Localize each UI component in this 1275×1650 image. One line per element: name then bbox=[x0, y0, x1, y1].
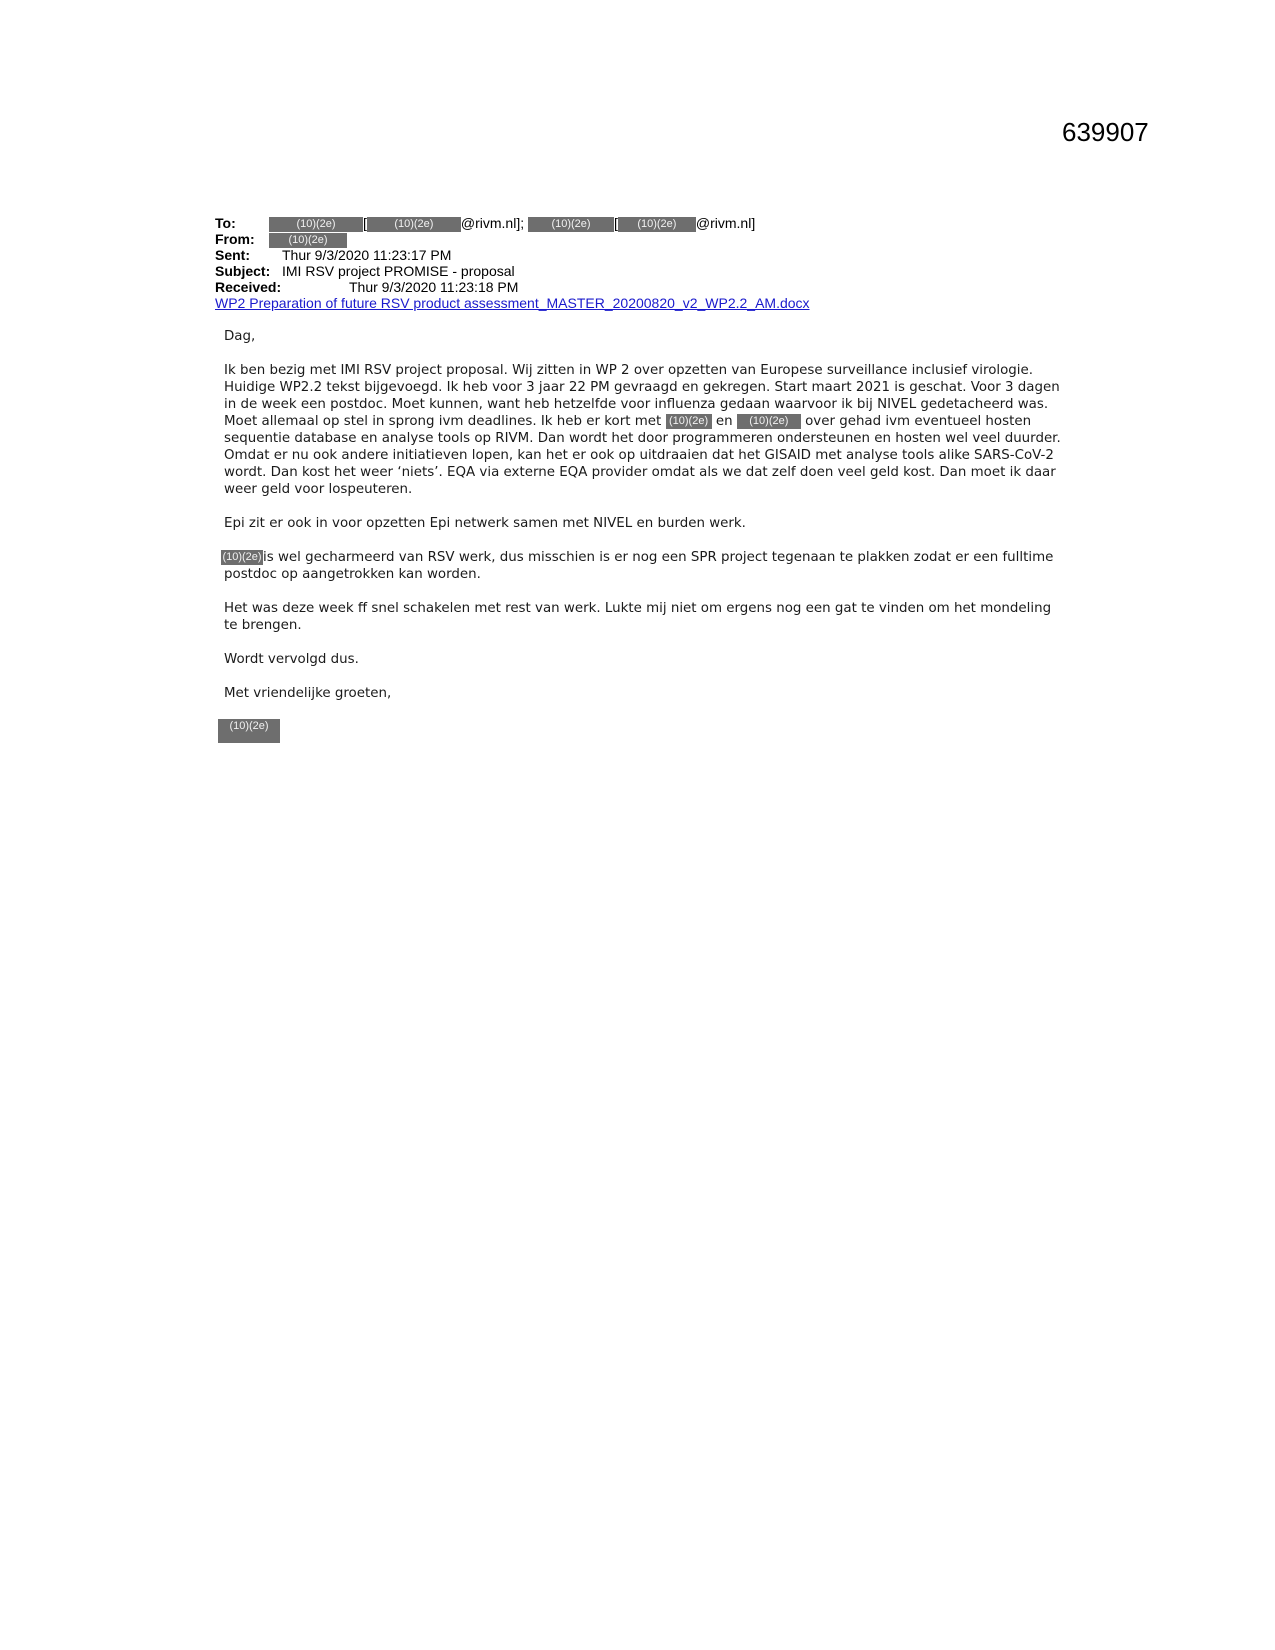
to-address-domain: @rivm.nl]; bbox=[460, 215, 525, 231]
document-number: 639907 bbox=[1062, 117, 1149, 147]
redaction-box: (10)(2e) bbox=[737, 414, 801, 429]
paragraph: Ik ben bezig met IMI RSV project proposal. Wij zitten in WP 2 over opzetten van Europese surveillance inclusief virologie. Huidige WP2.2 tekst bijgevoegd. Ik heb voor 3 jaar 22 PM gevraagd en gekregen. Start maart 2021 is geschat. Voor 3 dagen in de week een postdoc. Moet kunnen, want heb hetzelfde voor influenza gedaan waarvoor ik bij NIVEL gedetacheerd was. Moet allemaal op stel in sprong ivm deadlines. Ik heb er kort met (10)(2e) en (10)(2e) over gehad ivm eventueel hosten sequentie database en analyse tools op RIVM. Dan wordt het door programmeren ondersteunen en hosten wel veel duurder. Omdat er nu ook andere initiatieven lopen, kan het er ook op uitdraaien dat het GISAID met analyse tools alike SARS-CoV-2 wordt. Dan kost het weer ‘niets’. EQA via externe EQA provider omdat als we dat zelf doen veel geld kost. Dan moet ik daar weer geld voor lospeuteren. bbox=[224, 363, 1061, 497]
sent-label: Sent: bbox=[215, 247, 250, 263]
closing: Met vriendelijke groeten, bbox=[224, 686, 392, 701]
from-label: From: bbox=[215, 231, 255, 247]
received-value: Thur 9/3/2020 11:23:18 PM bbox=[349, 279, 519, 295]
redaction-box: (10)(2e) bbox=[269, 233, 347, 248]
to-bracket: [ bbox=[363, 215, 367, 231]
greeting: Dag, bbox=[224, 329, 256, 344]
paragraph: Het was deze week ff snel schakelen met rest van werk. Lukte mij niet om ergens nog een gat te vinden om het mondeling te brengen. bbox=[224, 601, 1052, 633]
redaction-box: (10)(2e) bbox=[618, 217, 696, 232]
to-address-domain: @rivm.nl] bbox=[695, 215, 756, 231]
paragraph: (10)(2e)is wel gecharmeerd van RSV werk, dus misschien is er nog een SPR project tegenaan te plakken zodat er een fulltime postdoc op aangetrokken kan worden. bbox=[222, 550, 1054, 582]
to-bracket: [ bbox=[614, 215, 618, 231]
redaction-box: (10)(2e) bbox=[666, 414, 712, 429]
email-body bbox=[224, 328, 1064, 743]
subject-label: Subject: bbox=[215, 263, 271, 279]
paragraph: Wordt vervolgd dus. bbox=[224, 652, 359, 667]
redaction-box: (10)(2e) bbox=[367, 217, 461, 232]
redaction-box: (10)(2e) bbox=[269, 217, 363, 232]
to-label: To: bbox=[215, 215, 236, 231]
redaction-box: (10)(2e) bbox=[222, 550, 262, 563]
paragraph: Epi zit er ook in voor opzetten Epi netwerk samen met NIVEL en burden werk. bbox=[224, 516, 746, 531]
redaction-box: (10)(2e) bbox=[528, 217, 614, 232]
sent-value: Thur 9/3/2020 11:23:17 PM bbox=[282, 247, 452, 263]
subject-value: IMI RSV project PROMISE - proposal bbox=[282, 263, 515, 279]
signature-redaction: (10)(2e) bbox=[218, 719, 280, 743]
attachment-link[interactable]: WP2 Preparation of future RSV product assessment_MASTER_20200820_v2_WP2.2_AM.docx bbox=[215, 295, 810, 311]
received-label: Received: bbox=[215, 279, 282, 295]
